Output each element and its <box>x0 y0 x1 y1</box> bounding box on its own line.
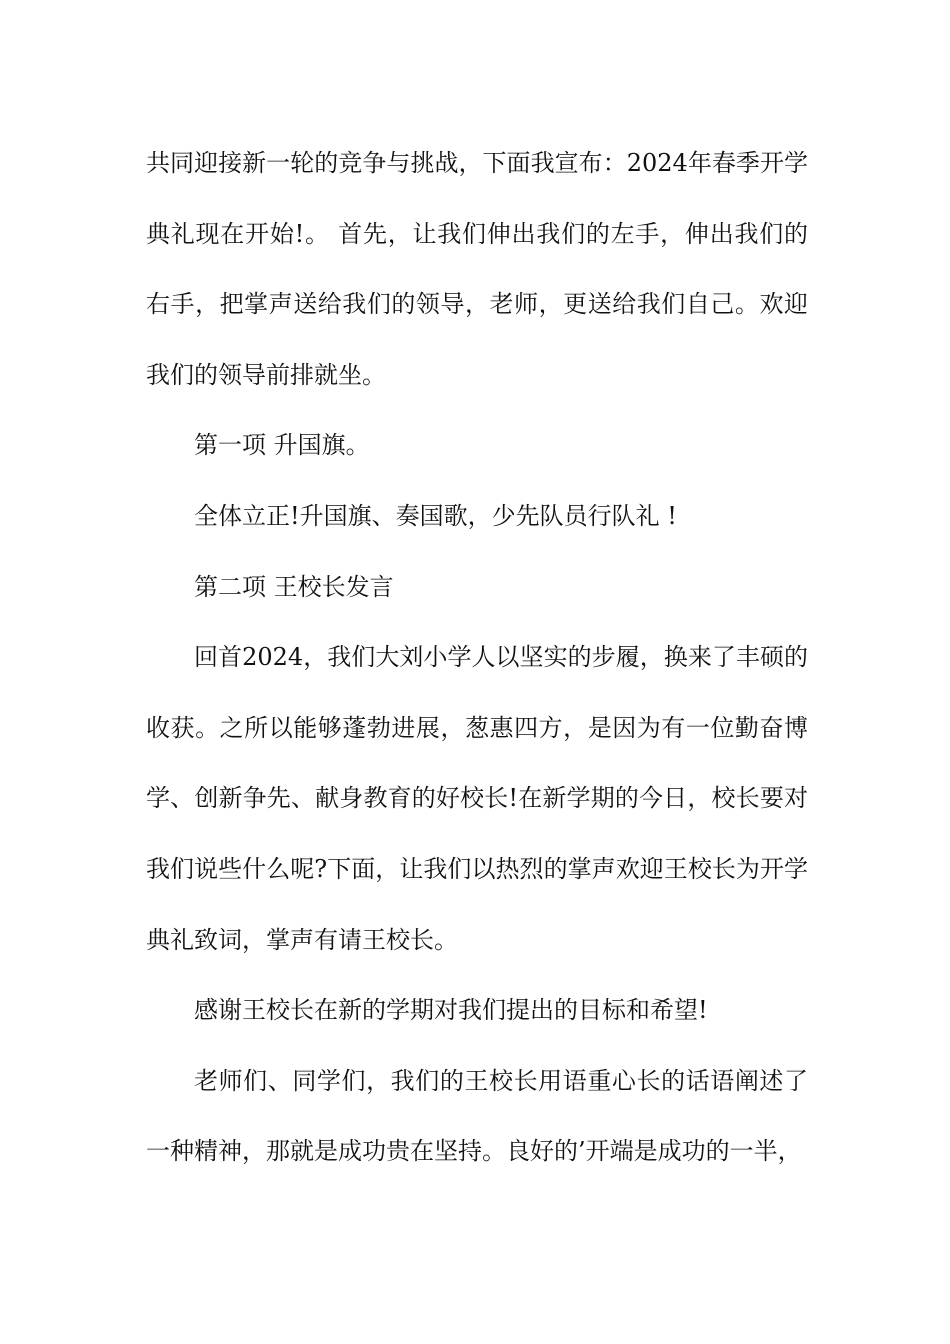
document-body <box>146 128 808 1187</box>
paragraph-opening-continuation: 共同迎接新一轮的竞争与挑战，下面我宣布：2024年春季开学典礼现在开始!。 首先，让我们伸出我们的左手，伸出我们的右手，把掌声送给我们的领导，老师，更送给我们自己。欢迎我们的领导前排就坐。 <box>146 149 808 389</box>
paragraph-thanks-principal: 感谢王校长在新的学期对我们提出的目标和希望! <box>194 996 708 1025</box>
paragraph-closing-partial: 老师们、同学们，我们的王校长用语重心长的话语阐述了一种精神，那就是成功贵在坚持。良好的’开端是成功的一半， <box>146 1066 808 1166</box>
paragraph-principal-intro: 回首2024，我们大刘小学人以坚实的步履，换来了丰硕的收获。之所以能够蓬勃进展，葱惠四方，是因为有一位勤奋博学、创新争先、献身教育的好校长!在新学期的今日，校长要对我们说些什么呢?下面，让我们以热烈的掌声欢迎王校长为开学典礼致词，掌声有请王校长。 <box>146 643 808 954</box>
paragraph-flag-raising: 全体立正!升国旗、奏国歌，少先队员行队礼 ! <box>194 501 677 530</box>
paragraph-item-two-heading: 第二项 王校长发言 <box>194 572 394 601</box>
paragraph-item-one-heading: 第一项 升国旗。 <box>194 431 370 460</box>
